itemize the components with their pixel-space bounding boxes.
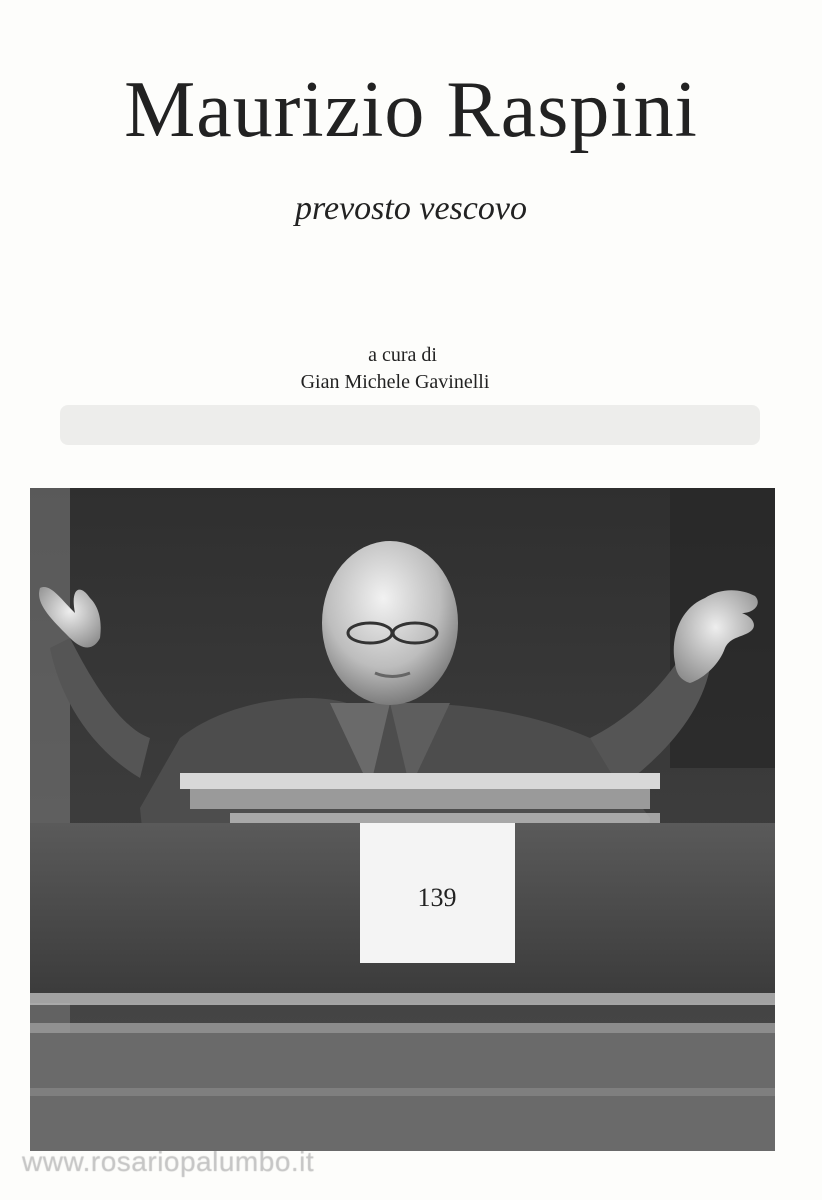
photo-illustration bbox=[30, 488, 775, 1151]
lectern-shelf bbox=[230, 813, 660, 823]
lectern-top bbox=[180, 773, 660, 789]
bleed-through-shadow bbox=[60, 395, 760, 455]
desk-rail-2 bbox=[30, 1023, 775, 1033]
number-sign-text: 139 bbox=[417, 883, 457, 912]
desk-rail-3 bbox=[30, 1088, 775, 1096]
bishop-head bbox=[322, 541, 458, 705]
book-subtitle: prevosto vescovo bbox=[295, 190, 527, 227]
curator-lead-text: a cura di bbox=[368, 344, 437, 366]
site-watermark: www.rosariopalumbo.it bbox=[22, 1146, 315, 1177]
lectern-edge bbox=[190, 789, 650, 809]
cover-photo bbox=[30, 488, 775, 1151]
book-title: Maurizio Raspini bbox=[124, 66, 698, 154]
curator-name: Gian Michele Gavinelli bbox=[300, 371, 490, 393]
desk-rail-1 bbox=[30, 993, 775, 1005]
